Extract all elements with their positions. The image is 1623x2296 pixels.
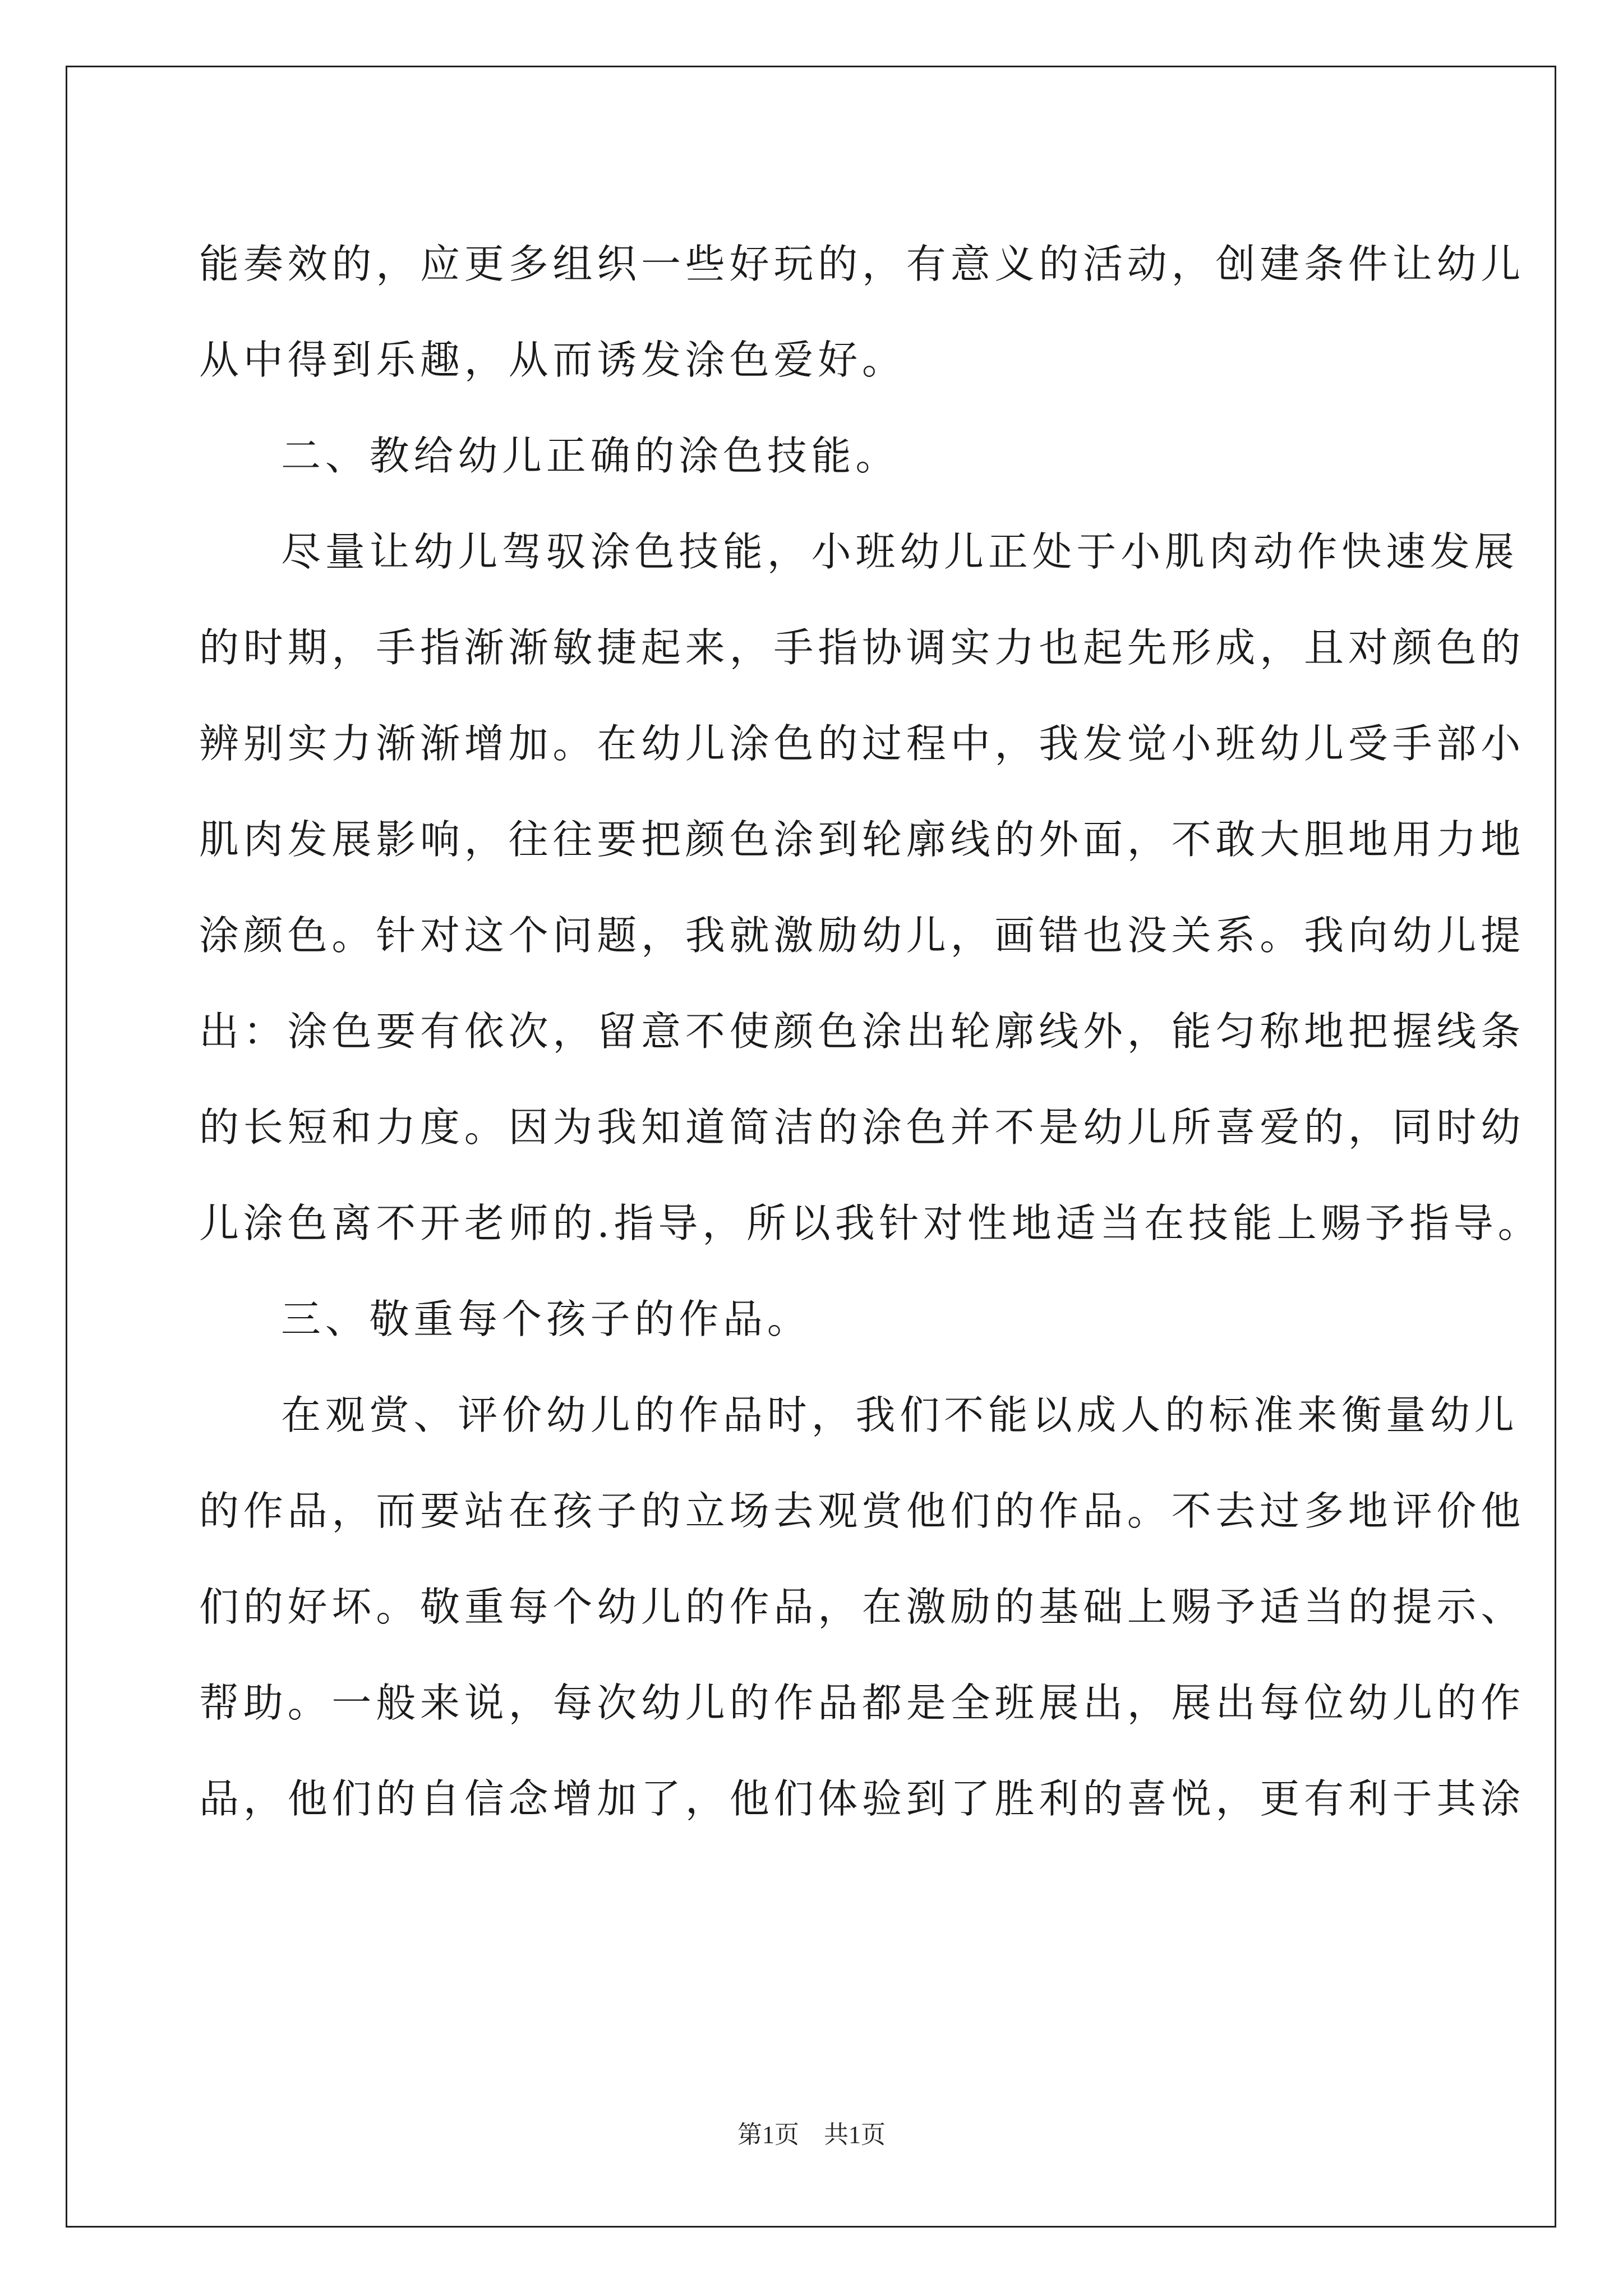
text-line: 的时期，手指渐渐敏捷起来，手指协调实力也起先形成，且对颜色的 (199, 624, 1525, 671)
text-line: 的作品，而要站在孩子的立场去观赏他们的作品。不去过多地评价他 (199, 1488, 1525, 1534)
page-number: 第1页 (737, 2121, 799, 2148)
text-line: 儿涂色离不开老师的.指导，所以我针对性地适当在技能上赐予指导。 (199, 1200, 1542, 1246)
text-line: 的长短和力度。因为我知道简洁的涂色并不是幼儿所喜爱的，同时幼 (199, 1104, 1525, 1151)
text-line: 出：涂色要有依次，留意不使颜色涂出轮廓线外，能匀称地把握线条 (199, 1008, 1525, 1055)
document-body (199, 216, 1542, 1847)
text-line: 品，他们的自信念增加了，他们体验到了胜利的喜悦，更有利于其涂 (199, 1775, 1525, 1822)
text-line: 从中得到乐趣，从而诱发涂色爱好。 (199, 337, 906, 383)
text-line: 帮助。一般来说，每次幼儿的作品都是全班展出，展出每位幼儿的作 (199, 1680, 1525, 1726)
text-line: 在观赏、评价幼儿的作品时，我们不能以成人的标准来衡量幼儿 (281, 1392, 1519, 1438)
text-line: 辨别实力渐渐增加。在幼儿涂色的过程中，我发觉小班幼儿受手部小 (199, 720, 1525, 767)
text-line: 能奏效的，应更多组织一些好玩的，有意义的活动，创建条件让幼儿 (199, 241, 1525, 287)
section-heading: 二、教给幼儿正确的涂色技能。 (281, 432, 900, 479)
page-footer (0, 2118, 1623, 2152)
text-line: 尽量让幼儿驾驭涂色技能，小班幼儿正处于小肌肉动作快速发展 (281, 528, 1519, 575)
page-total: 共1页 (824, 2121, 886, 2148)
text-line: 肌肉发展影响，往往要把颜色涂到轮廓线的外面，不敢大胆地用力地 (199, 816, 1525, 863)
text-line: 们的好坏。敬重每个幼儿的作品，在激励的基础上赐予适当的提示、 (199, 1584, 1525, 1630)
section-heading: 三、敬重每个孩子的作品。 (281, 1296, 811, 1342)
text-line: 涂颜色。针对这个问题，我就激励幼儿，画错也没关系。我向幼儿提 (199, 912, 1525, 959)
